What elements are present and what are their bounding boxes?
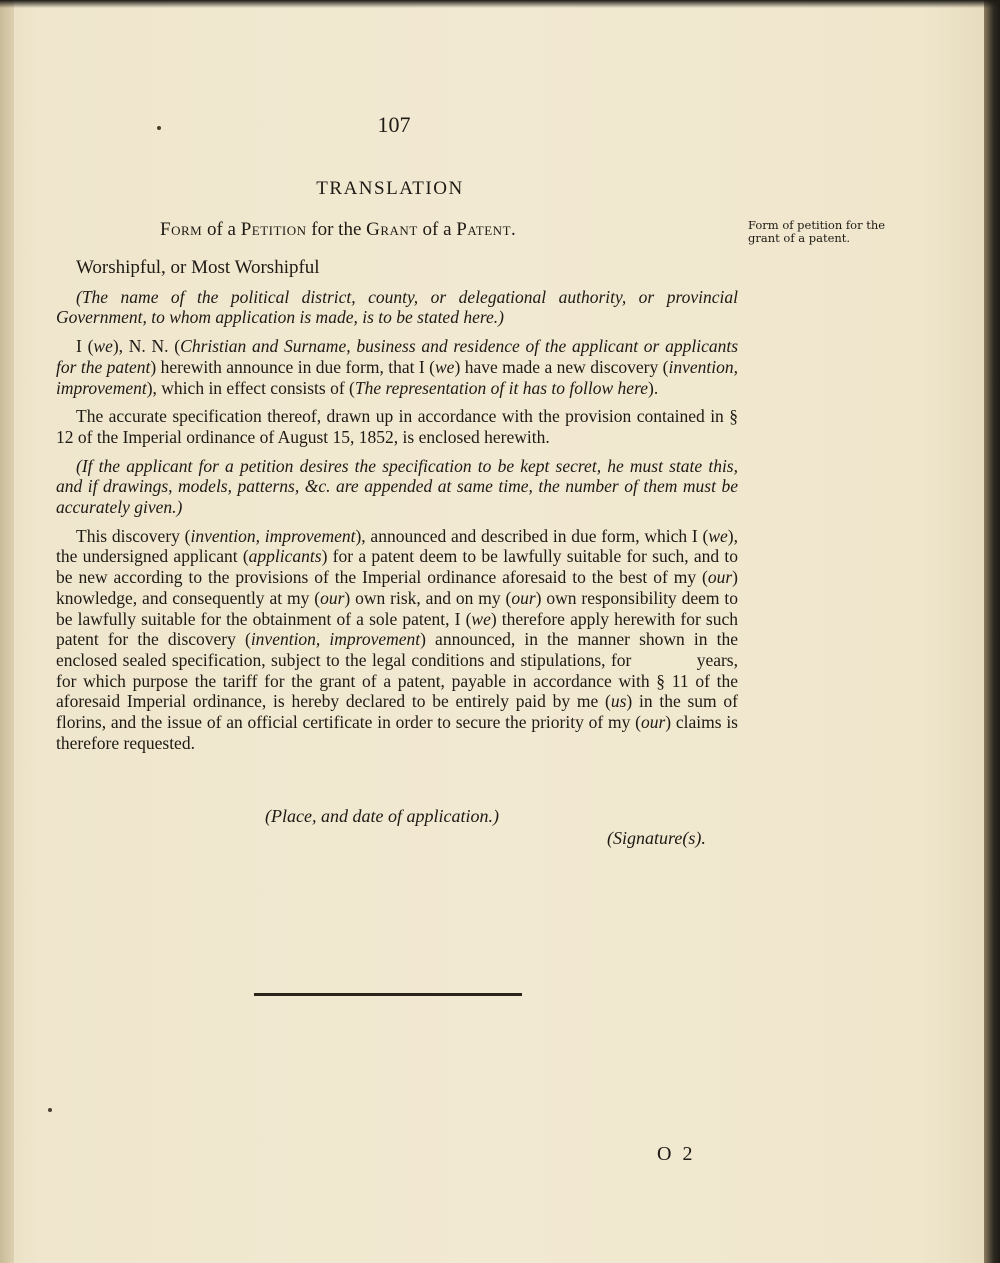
text-run: invention, improvement	[190, 525, 356, 546]
paragraph-secrecy-note: (If the applicant for a petition desires the specification to be kept secret, he must state this, and if drawings, models, patterns, &c. are appended at same time, the number of them must be accurately given.)	[56, 455, 738, 518]
text-run: ) own risk, and on my (	[344, 587, 512, 608]
text-run: I (	[76, 336, 94, 357]
paper-speck	[157, 126, 161, 130]
text-run: The representation of it has to follow here	[354, 377, 648, 398]
margin-note: Form of petition for the grant of a patent.	[748, 218, 886, 245]
text-run: Christian and Surname, business and residence of the applicant or applicants for the patent	[56, 336, 739, 377]
text-run: we	[435, 356, 455, 377]
text-run: ), announced and described in due form, which I (	[355, 525, 709, 546]
text-run: we	[708, 525, 728, 546]
subheading-word: for the	[306, 219, 367, 240]
text-run: invention, improvement	[56, 356, 738, 398]
text-run: our	[320, 587, 345, 608]
top-edge-shadow	[0, 0, 1000, 8]
page-edge-shadow	[984, 0, 1000, 1263]
page-heading: TRANSLATION	[316, 178, 464, 199]
subheading-word: of a	[202, 219, 241, 240]
subheading-word: .	[511, 219, 516, 240]
text-run: ), the undersigned applicant (	[56, 525, 738, 567]
petition-body	[56, 257, 791, 753]
subheading-word: Patent	[456, 219, 512, 240]
subheading-word: Grant	[366, 219, 418, 240]
paragraph-application	[56, 525, 791, 754]
paragraph-authority-note: (The name of the political district, county, or delegational authority, or provincial Government, to whom application is made, is to be stated here.)	[56, 286, 738, 328]
closing-rule	[254, 993, 522, 996]
subheading-word: of a	[417, 219, 457, 240]
paragraph-announcement	[56, 336, 738, 398]
text-run: ), which in effect consists of (	[146, 377, 355, 398]
paragraph-specification: The accurate specification thereof, drawn up in accordance with the provision contained in § 12 of the Imperial ordinance of August 15, 1852, is enclosed herewith.	[56, 406, 738, 447]
text-run: ) for a patent deem to be lawfully suitable for such, and to be new according to the provisions of the Imperial ordinance aforesaid to the best of my (	[56, 546, 738, 588]
text-run: ) therefore apply herewith for such patent for the discovery (	[56, 608, 739, 650]
text-run: applicants	[248, 546, 322, 567]
section-subheading	[160, 219, 630, 241]
text-run: our	[707, 567, 733, 588]
paper-speck	[48, 1108, 52, 1112]
signature-line: (Signature(s).	[607, 828, 706, 848]
text-run: This discovery (	[76, 525, 191, 546]
text-run: ).	[648, 377, 659, 398]
place-date-line: (Place, and date of application.)	[265, 806, 499, 826]
text-run: ) knowledge, and consequently at my (	[56, 567, 738, 608]
text-run: ) claims is therefore requested.	[56, 712, 738, 753]
printer-signature-mark: O 2	[657, 1143, 696, 1165]
text-run: ) have made a new discovery (	[454, 356, 669, 377]
subheading-word: Petition	[240, 219, 307, 240]
text-run: invention, improvement	[250, 629, 421, 650]
salutation: Worshipful, or Most Worshipful	[76, 257, 320, 278]
text-run: ), N. N. (	[112, 336, 181, 357]
text-run: we	[471, 608, 491, 629]
text-run: us	[610, 691, 627, 712]
subheading-word: Form	[160, 219, 203, 240]
text-run: our	[511, 587, 536, 608]
text-run: ) in the sum of florins, and the issue of an official certificate in order to secure the priority of my (	[56, 691, 791, 733]
text-run: we	[93, 336, 113, 357]
text-run: ) announced, in the manner shown in the enclosed sealed specification, subject to the legal conditions and stipulations, for years, for which purpose the tariff for the grant of a patent, payable in accordance with § 11 of the aforesaid Imperial ordinance, is hereby declared to be entirely paid by me (	[56, 629, 743, 712]
page-number: 107	[377, 112, 411, 137]
text-run: ) own responsibility deem to be lawfully suitable for the obtainment of a sole patent, I (	[56, 587, 738, 629]
text-run: our	[640, 712, 666, 733]
text-run: ) herewith announce in due form, that I (	[150, 356, 435, 377]
